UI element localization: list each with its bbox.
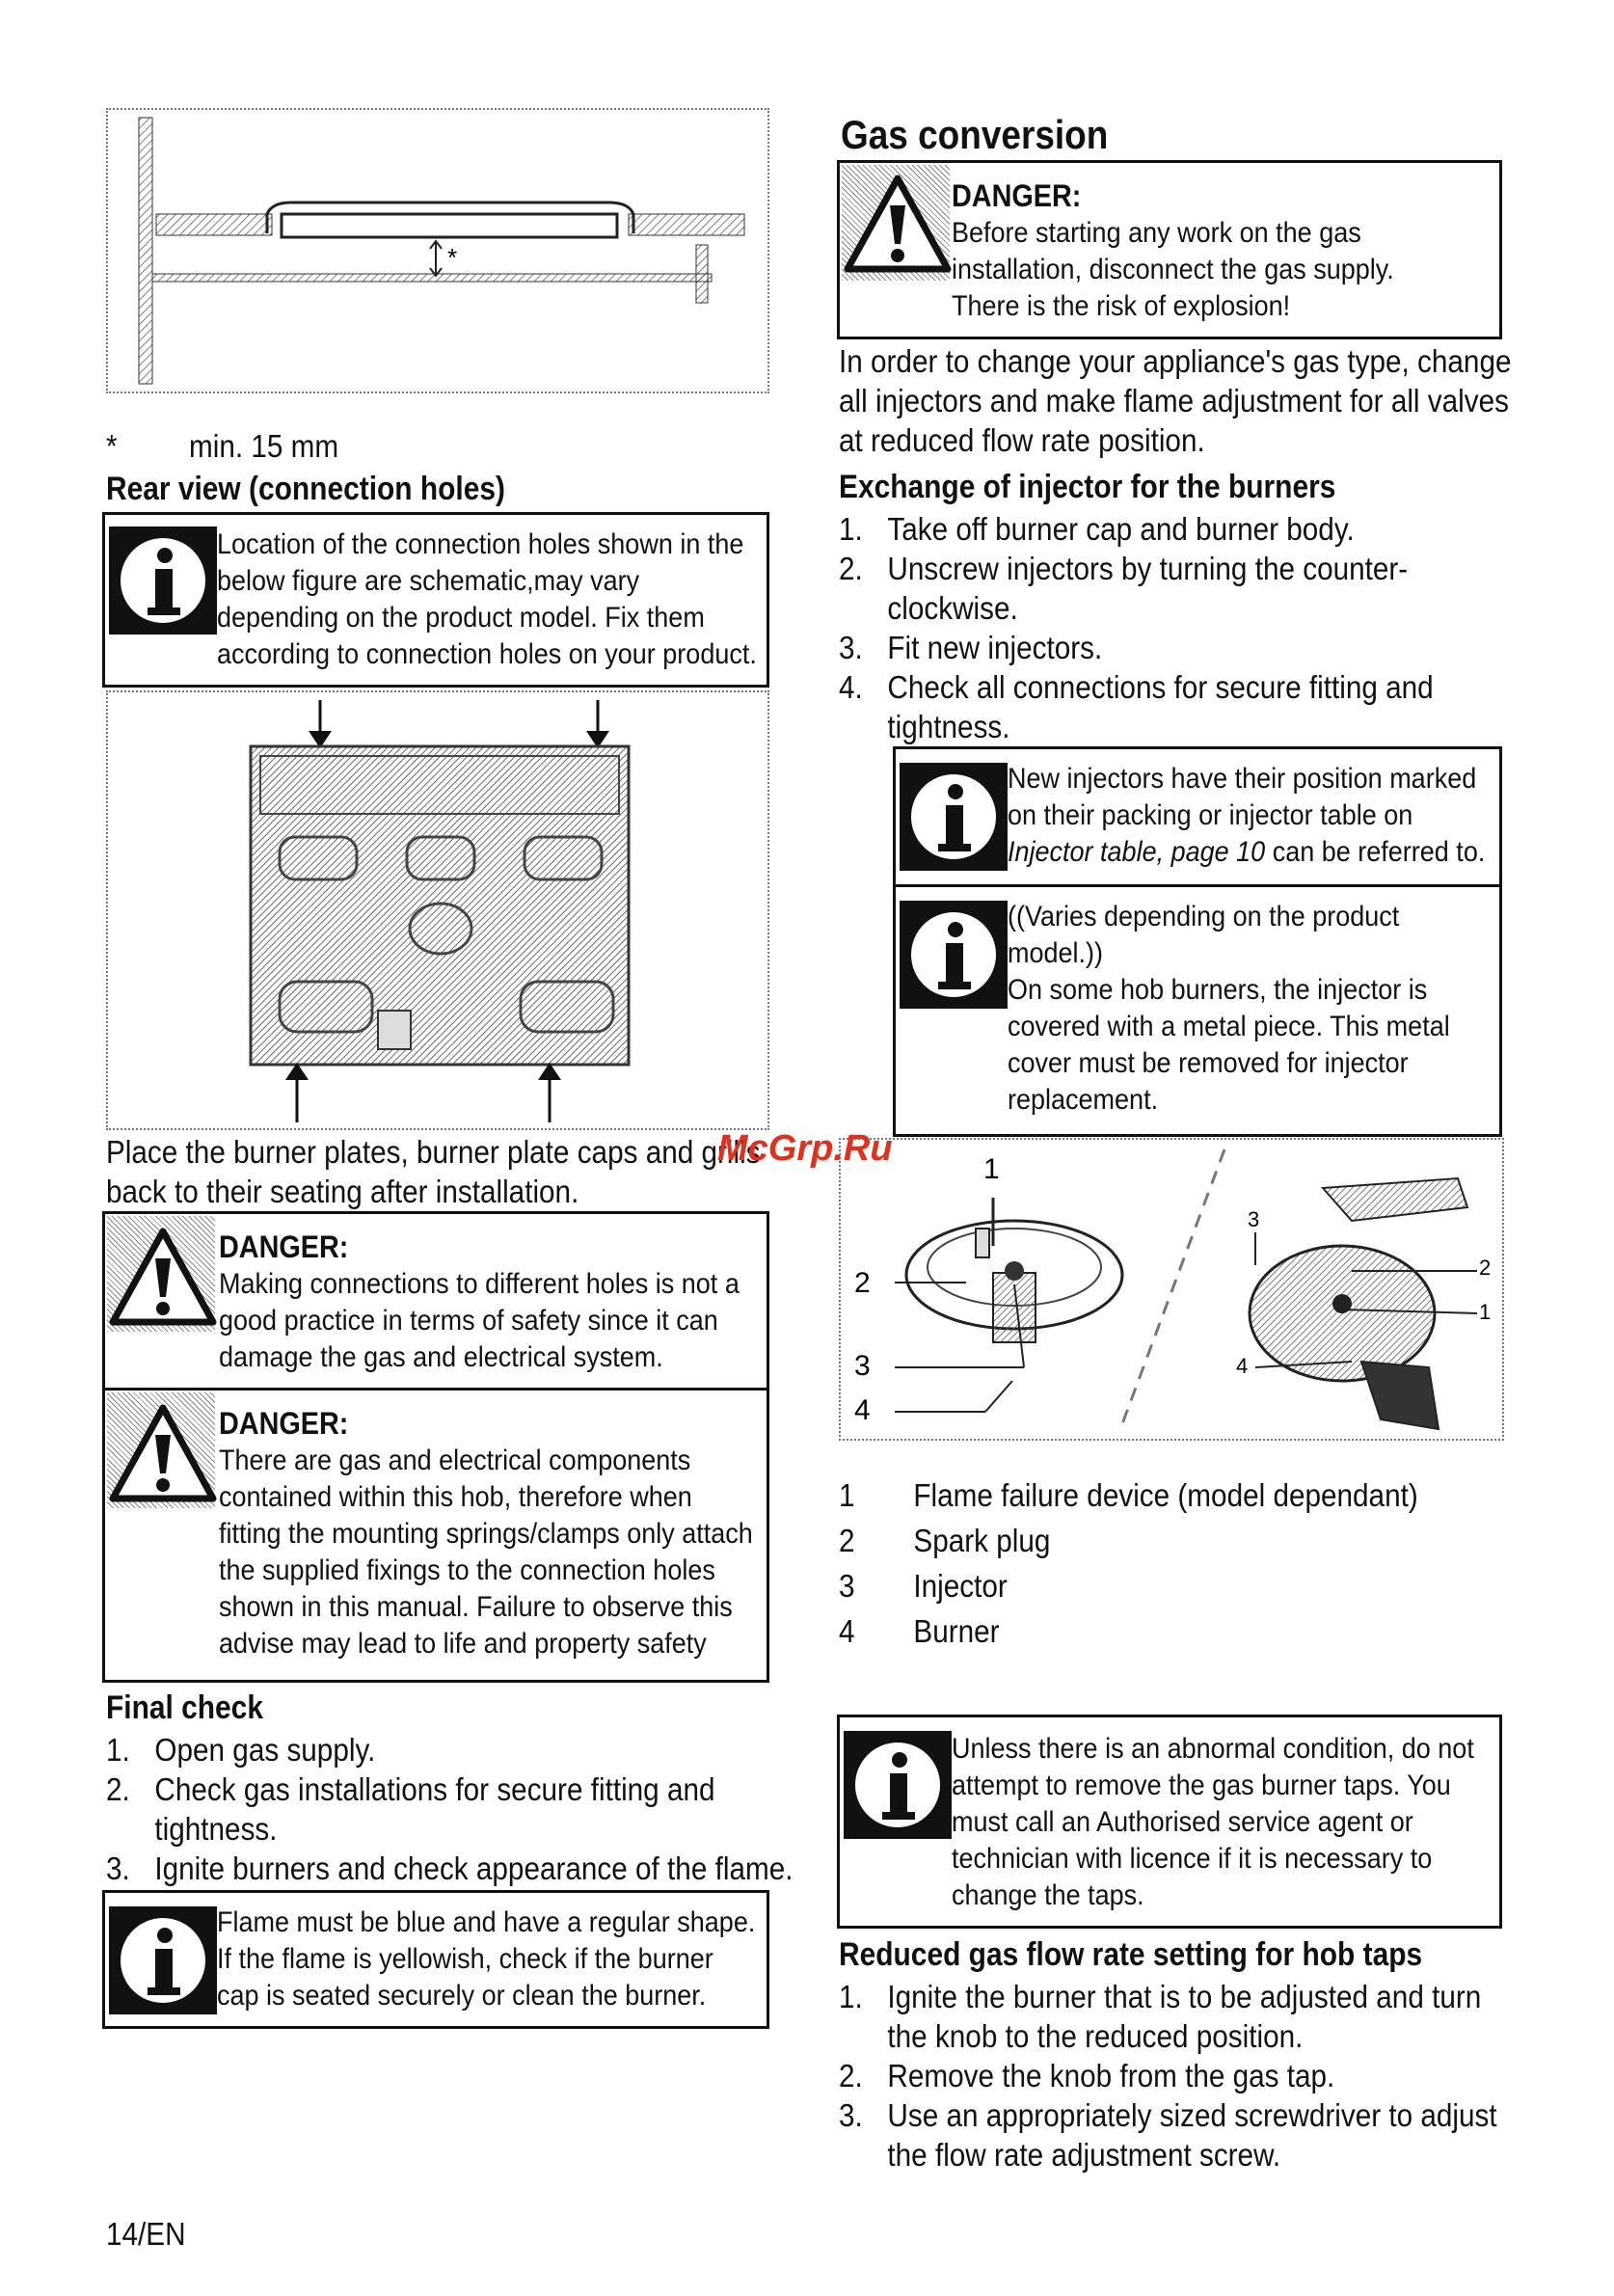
burner-parts-drawing: [841, 1140, 1502, 1439]
info-line: below figure are schematic,may vary: [217, 565, 640, 597]
footnote-mark: *: [106, 428, 118, 464]
list-item: 3. Fit new injectors.: [839, 630, 1103, 665]
burner-parts-figure: [839, 1138, 1504, 1441]
info-line: cover must be removed for injector: [1008, 1047, 1409, 1079]
info-box-flame: [102, 1890, 769, 2029]
final-check-list: [106, 1730, 794, 1888]
installation-cross-section-figure: [106, 108, 769, 393]
final-check-heading: Final check: [106, 1689, 263, 1726]
danger-heading: DANGER:: [219, 1229, 349, 1264]
info-line: depending on the product model. Fix them: [217, 602, 705, 634]
info-line: Unless there is an abnormal condition, do not: [952, 1733, 1474, 1765]
info-box-injector-position: [893, 746, 1502, 887]
warning-icon: [842, 173, 954, 279]
info-line: Flame must be blue and have a regular shape.: [217, 1906, 756, 1938]
burner-parts-legend: [839, 1475, 1429, 1657]
svg-text:1: 1: [983, 1153, 1000, 1185]
info-line: Location of the connection holes shown in the: [217, 528, 744, 560]
svg-text:3: 3: [854, 1350, 871, 1382]
list-item-continued: the knob to the reduced position.: [887, 2018, 1304, 2054]
danger-line: Making connections to different holes is not a: [219, 1268, 740, 1300]
info-line: New injectors have their position marked: [1008, 763, 1477, 795]
reduced-flow-list: [839, 1977, 1497, 2174]
info-line: on their packing or injector table on: [1008, 799, 1413, 831]
info-line: according to connection holes on your product.: [217, 638, 757, 670]
place-burner-text: Place the burner plates, burner plate caps and grills back to their seating after installation.: [106, 1134, 761, 1209]
legend-item: 2 Spark plug: [839, 1523, 1051, 1558]
info-line: If the flame is yellowish, check if the burner: [217, 1943, 713, 1975]
info-line: ((Varies depending on the product: [1008, 901, 1400, 932]
list-item: 4. Check all connections for secure fitting and: [839, 669, 1434, 705]
list-item: 1. Open gas supply.: [106, 1732, 376, 1768]
legend-item: 1 Flame failure device (model dependant): [839, 1477, 1418, 1513]
info-line: model.)): [1008, 937, 1104, 969]
list-item: 1. Take off burner cap and burner body.: [839, 511, 1355, 547]
svg-text:4: 4: [1236, 1354, 1249, 1378]
list-item: 2. Unscrew injectors by turning the counter-: [839, 551, 1409, 586]
info-line: change the taps.: [952, 1879, 1144, 1911]
exchange-injector-heading: Exchange of injector for the burners: [839, 469, 1336, 505]
exchange-injector-list: [839, 509, 1446, 746]
injector-table-reference: Injector table, page 10: [1008, 836, 1266, 868]
danger-line: contained within this hob, therefore when: [219, 1481, 692, 1513]
rear-view-drawing: [108, 692, 767, 1128]
danger-line: fitting the mounting springs/clamps only attach: [219, 1518, 753, 1550]
info-line: On some hob burners, the injector is: [1008, 974, 1428, 1006]
danger-line: There is the risk of explosion!: [952, 290, 1291, 322]
legend-item: 4 Burner: [839, 1613, 1000, 1649]
info-line: technician with licence if it is necessary to: [952, 1843, 1433, 1875]
warning-icon: [107, 1226, 219, 1332]
info-icon: [844, 1731, 952, 1839]
list-item: 3. Use an appropriately sized screwdriver to adjust: [839, 2097, 1497, 2133]
cross-section-drawing: [108, 110, 767, 392]
danger-line: advise may lead to life and property safety: [219, 1628, 707, 1660]
info-icon: [900, 901, 1008, 1009]
footnote-text: min. 15 mm: [189, 428, 339, 464]
danger-line: There are gas and electrical components: [219, 1445, 691, 1476]
info-line: covered with a metal piece. This metal: [1008, 1011, 1450, 1042]
danger-line: installation, disconnect the gas supply.: [952, 254, 1394, 285]
info-line: cap is seated securely or clean the burner.: [217, 1980, 707, 2012]
danger-line: damage the gas and electrical system.: [219, 1341, 663, 1373]
danger-box-gas-supply: [837, 160, 1502, 339]
info-icon: [109, 1906, 217, 2014]
info-icon: [109, 527, 217, 635]
info-line: must call an Authorised service agent or: [952, 1806, 1413, 1838]
list-item: 3. Ignite burners and check appearance of the flame.: [106, 1850, 794, 1886]
legend-item: 3 Injector: [839, 1568, 1008, 1604]
svg-text:1: 1: [1479, 1300, 1492, 1324]
danger-line: shown in this manual. Failure to observe this: [219, 1591, 733, 1623]
svg-text:*: *: [447, 243, 458, 272]
info-box-taps: [837, 1715, 1502, 1929]
list-item-continued: tightness.: [887, 709, 1010, 744]
gas-conversion-title: Gas conversion: [841, 112, 1109, 157]
danger-line: Before starting any work on the gas: [952, 217, 1361, 249]
svg-text:4: 4: [854, 1394, 871, 1426]
danger-line: good practice in terms of safety since it can: [219, 1305, 718, 1337]
info-line: Injector table, page 10 can be referred to.: [1008, 836, 1486, 868]
danger-line: the supplied fixings to the connection holes: [219, 1554, 715, 1586]
list-item: 2. Remove the knob from the gas tap.: [839, 2058, 1335, 2093]
page-number: 14/EN: [106, 2216, 186, 2252]
danger-heading: DANGER:: [219, 1406, 349, 1441]
reduced-flow-heading: Reduced gas flow rate setting for hob taps: [839, 1936, 1423, 1973]
info-line: attempt to remove the gas burner taps. You: [952, 1769, 1451, 1801]
warning-icon: [107, 1402, 219, 1508]
info-box-varies: [893, 884, 1502, 1137]
watermark-link[interactable]: McGrp.Ru: [717, 1128, 893, 1169]
svg-text:3: 3: [1248, 1207, 1260, 1231]
list-item-continued: the flow rate adjustment screw.: [887, 2137, 1281, 2173]
svg-text:2: 2: [854, 1267, 871, 1299]
info-icon: [900, 763, 1008, 871]
rear-view-figure: [106, 690, 769, 1130]
svg-text:2: 2: [1479, 1256, 1492, 1280]
gas-conversion-intro: In order to change your appliance's gas type, change all injectors and make flame adjustment for all valves at reduced flow rate position.: [839, 343, 1512, 458]
danger-box-components: [102, 1388, 769, 1683]
danger-heading: DANGER:: [952, 178, 1082, 213]
danger-box-connections: [102, 1211, 769, 1391]
list-item: 2. Check gas installations for secure fitting and: [106, 1771, 715, 1807]
list-item-continued: clockwise.: [887, 590, 1018, 626]
list-item: 1. Ignite the burner that is to be adjusted and turn: [839, 1979, 1482, 2014]
list-item-continued: tightness.: [154, 1811, 278, 1847]
rear-view-heading: Rear view (connection holes): [106, 471, 505, 507]
info-box-connection-holes: [102, 512, 769, 688]
info-line: replacement.: [1008, 1084, 1159, 1116]
